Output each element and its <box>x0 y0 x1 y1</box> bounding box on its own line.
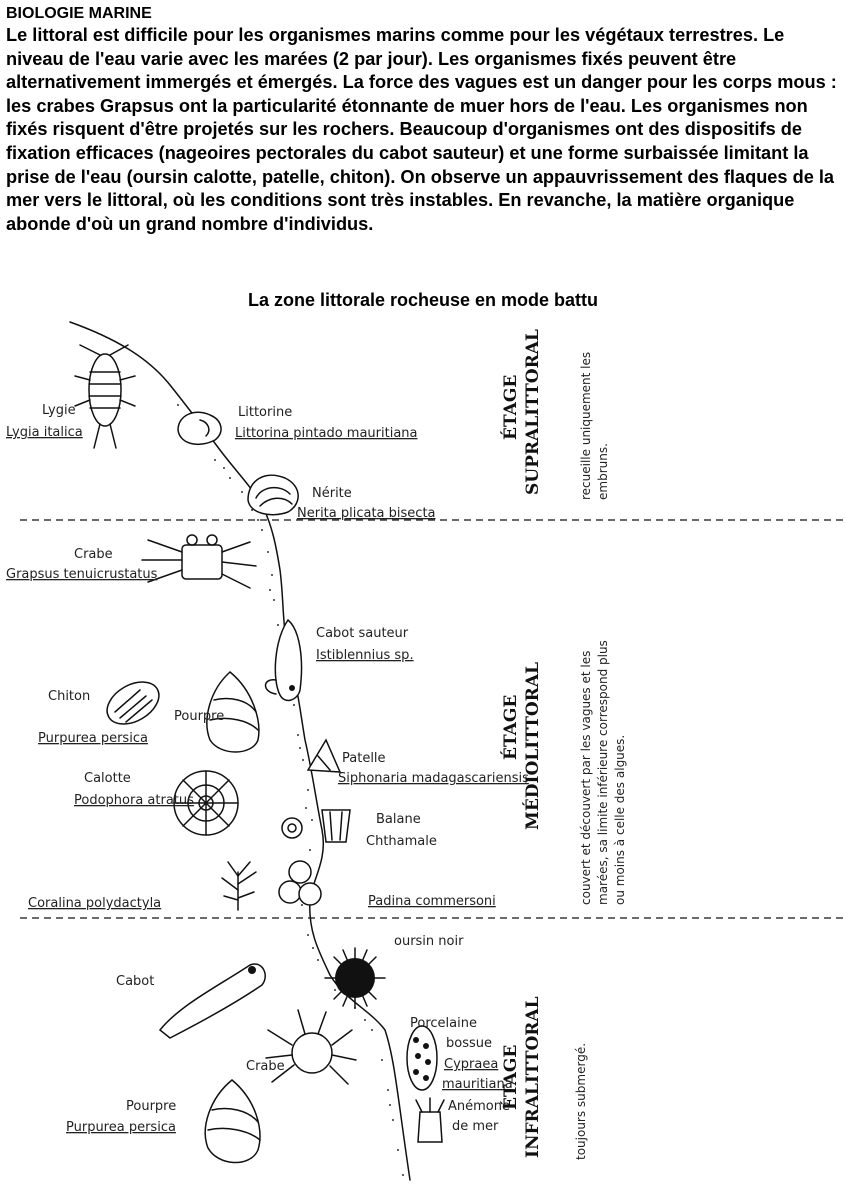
zone-infra-note <box>574 1043 588 1160</box>
zone-medio-line2: MÉDIOLITTORAL <box>523 662 543 830</box>
label-patelle: Patelle <box>342 751 386 766</box>
zone-medio-line1: ÉTAGE <box>501 694 521 760</box>
label-crabe1: Crabe <box>74 547 113 562</box>
label-cabot-sauteur: Cabot sauteur <box>316 626 409 641</box>
label-balane-sci: Chthamale <box>366 834 437 849</box>
label-anemone2: de mer <box>452 1119 499 1134</box>
label-calotte: Calotte <box>84 771 131 786</box>
chiton-drawing <box>100 673 166 732</box>
grapsus-crab-drawing <box>142 535 256 588</box>
label-coralina: Coralina polydactyla <box>28 896 162 911</box>
label-cabot: Cabot <box>116 974 155 989</box>
zone-medio-note <box>579 640 627 905</box>
nerite-drawing <box>248 475 298 514</box>
label-littorine: Littorine <box>238 405 293 420</box>
label-padina: Padina commersoni <box>368 894 496 909</box>
zone-supra-note2: embruns. <box>596 443 610 500</box>
label-porcelaine2: bossue <box>446 1036 492 1051</box>
zone-supra-note <box>579 352 610 500</box>
label-crabe2: Crabe <box>246 1059 285 1074</box>
intro-paragraph: Le littoral est difficile pour les organismes marins comme pour les végétaux terrestres. Le niveau de l'eau varie avec les marées (2 par jour). Les organismes fixés peuvent être alternativement immergés et émergés. La force des vagues est un danger pour les corps mous : les crabes Grapsus ont la particularité étonnante de muer hors de l'eau. Les organismes non fixés risquent d'être projetés sur les rochers. Beaucoup d'organismes ont des dispositifs de fixation efficaces (nageoires pectorales du cabot sauteur) et une forme surbaissée limitant la prise de l'eau (oursin calotte, patelle, chiton). On observe un appauvrissement des flaques de la mer vers le littoral, où les conditions sont très instables. En revanche, la matière organique abonde d'où un grand nombre d'individus. <box>6 25 837 234</box>
zone-supra-label <box>500 329 543 495</box>
zone-medio-note1: couvert et découvert par les vagues et les <box>579 650 593 905</box>
label-pourpre2-sci: Purpurea persica <box>66 1120 176 1135</box>
zone-supra-line1: ÉTAGE <box>501 374 521 440</box>
label-lygie-sci: Lygia italica <box>6 425 83 440</box>
label-nerite: Nérite <box>312 486 352 501</box>
zone-medio-note2: marées, sa limite inférieure correspond plus <box>596 640 610 905</box>
zone-infra-note1: toujours submergé. <box>574 1042 588 1160</box>
label-porcelaine-sci1: Cypraea <box>444 1057 499 1072</box>
porcelaine-drawing <box>407 1026 437 1090</box>
zone-medio-label <box>500 662 543 830</box>
zone-medio-note3: ou moins à celle des algues. <box>613 734 627 905</box>
diagram-title: La zone littorale rocheuse en mode battu <box>247 290 599 310</box>
label-porcelaine1: Porcelaine <box>410 1016 477 1031</box>
label-pourpre2: Pourpre <box>126 1099 177 1114</box>
label-crabe1-sci: Grapsus tenuicrustatus <box>6 567 158 582</box>
cabot-sauteur-drawing <box>266 620 302 700</box>
label-balane: Balane <box>376 812 421 827</box>
oursin-drawing <box>325 948 385 1008</box>
label-patelle-sci: Siphonaria madagascariensis <box>338 771 529 786</box>
label-chiton: Chiton <box>48 689 91 704</box>
cabot-drawing <box>160 964 265 1038</box>
balane-drawing <box>282 810 350 842</box>
label-anemone1: Anémone <box>448 1099 510 1114</box>
zone-supra-note1: recueille uniquement les <box>579 351 593 500</box>
label-oursin: oursin noir <box>394 934 464 949</box>
lygie-drawing <box>75 345 135 448</box>
zone-infra-line2: INFRALITTORAL <box>523 996 543 1158</box>
coralina-drawing <box>222 862 256 910</box>
label-lygie: Lygie <box>42 403 76 418</box>
label-porcelaine-sci2: mauritiana <box>442 1077 513 1092</box>
label-littorine-sci: Littorina pintado mauritiana <box>235 426 418 441</box>
zone-infra-line1: ÉTAGE <box>501 1044 521 1110</box>
pourpre2-drawing <box>205 1080 260 1163</box>
label-pourpre1: Pourpre <box>174 709 225 724</box>
littorine-drawing <box>178 412 221 444</box>
label-cabot-sauteur-sci: Istiblennius sp. <box>316 648 414 663</box>
patelle-drawing <box>308 740 340 772</box>
label-nerite-sci: Nerita plicata bisecta <box>297 506 436 521</box>
page-heading: BIOLOGIE MARINE <box>6 5 152 22</box>
zone-supra-line2: SUPRALITTORAL <box>523 329 543 495</box>
label-calotte-sci: Podophora atratus <box>74 793 194 808</box>
anemone-drawing <box>416 1098 444 1142</box>
zone-infra-label <box>500 996 543 1158</box>
label-pourpre1-sci: Purpurea persica <box>38 731 148 746</box>
